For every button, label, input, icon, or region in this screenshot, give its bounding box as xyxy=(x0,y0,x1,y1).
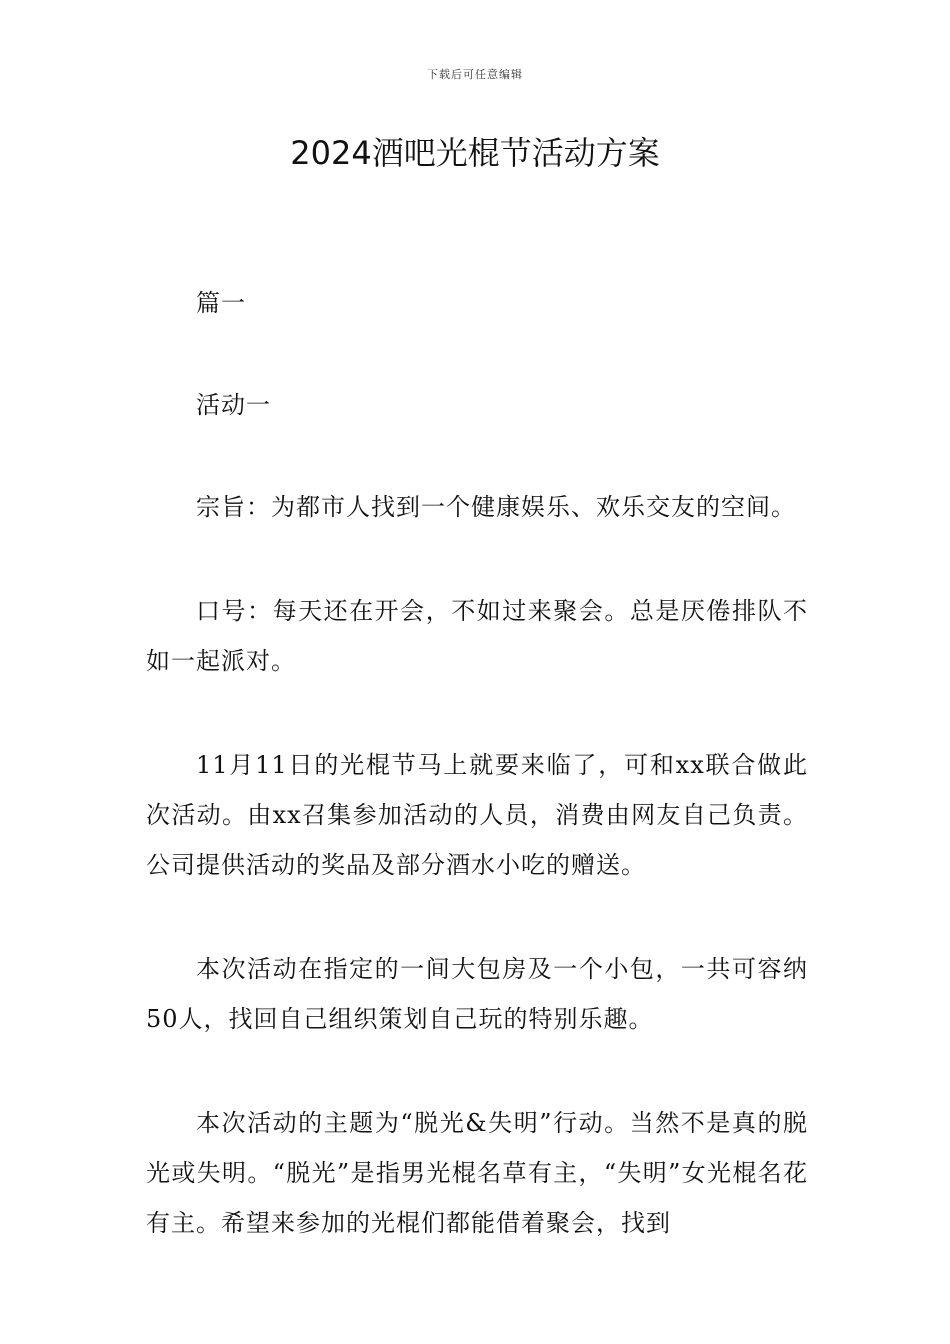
theme-paragraph: 本次活动的主题为“脱光&失明”行动。当然不是真的脱光或失明。“脱光”是指男光棍名草有主，“失明”女光棍名花有主。希望来参加的光棍们都能借着聚会，找到 xyxy=(146,1109,808,1237)
activity-heading: 活动一 xyxy=(196,391,271,419)
section-heading: 篇一 xyxy=(196,289,246,317)
date-paragraph: 11月11日的光棍节马上就要来临了，可和xx联合做此次活动。由xx召集参加活动的人员，消费由网友自己负责。公司提供活动的奖品及部分酒水小吃的赠送。 xyxy=(146,751,808,879)
document-body xyxy=(146,278,808,1302)
venue-paragraph: 本次活动在指定的一间大包房及一个小包，一共可容纳50人，找回自己组织策划自己玩的特别乐趣。 xyxy=(146,955,808,1033)
purpose-paragraph: 宗旨：为都市人找到一个健康娱乐、欢乐交友的空间。 xyxy=(196,493,796,521)
document-title: 2024酒吧光棍节活动方案 xyxy=(290,134,660,172)
header-note: 下载后可任意编辑 xyxy=(427,68,523,81)
slogan-paragraph: 口号：每天还在开会，不如过来聚会。总是厌倦排队不如一起派对。 xyxy=(146,597,808,675)
